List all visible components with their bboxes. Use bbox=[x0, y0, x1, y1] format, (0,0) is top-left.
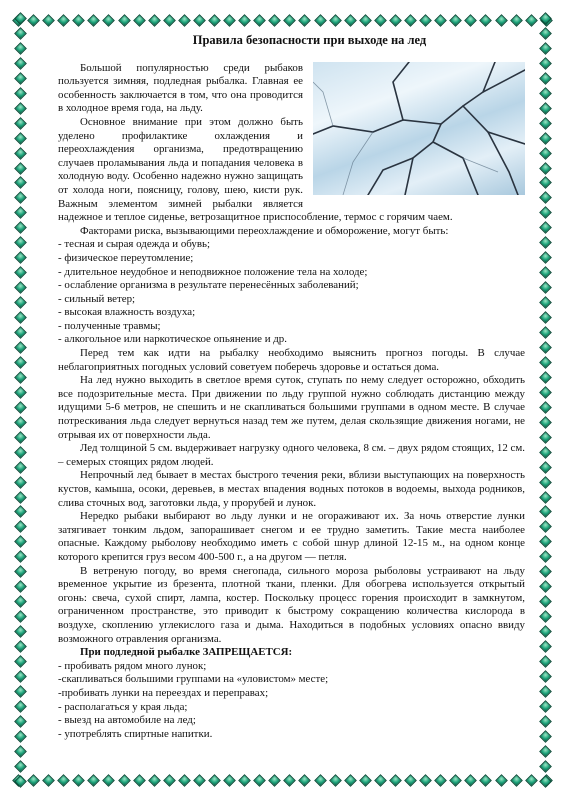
border-ornament bbox=[14, 281, 27, 294]
border-ornament bbox=[14, 162, 27, 175]
document-body bbox=[58, 34, 525, 741]
border-ornament bbox=[539, 476, 552, 489]
decorative-border-bottom bbox=[14, 774, 551, 786]
border-ornament bbox=[539, 670, 552, 683]
border-ornament bbox=[14, 580, 27, 593]
border-ornament bbox=[539, 87, 552, 100]
border-ornament bbox=[14, 296, 27, 309]
border-ornament bbox=[449, 774, 462, 787]
border-ornament bbox=[539, 162, 552, 175]
border-ornament bbox=[238, 14, 251, 27]
border-ornament bbox=[14, 326, 27, 339]
border-ornament bbox=[208, 14, 221, 27]
border-ornament bbox=[434, 774, 447, 787]
border-ornament bbox=[27, 14, 40, 27]
border-ornament bbox=[329, 774, 342, 787]
list-item: - сильный ветер; bbox=[58, 292, 136, 305]
border-ornament bbox=[539, 446, 552, 459]
border-ornament bbox=[539, 715, 552, 728]
body-paragraph: Перед тем как идти на рыбалку необходимо выяснить прогноз погоды. В случае неблагоприятных погодных условий советуем поберечь здоровье и остаться дома. bbox=[58, 347, 525, 373]
border-ornament bbox=[539, 72, 552, 85]
border-ornament bbox=[539, 341, 552, 354]
border-ornament bbox=[539, 42, 552, 55]
border-ornament bbox=[14, 625, 27, 638]
border-ornament bbox=[539, 580, 552, 593]
border-ornament bbox=[539, 595, 552, 608]
border-ornament bbox=[329, 14, 342, 27]
border-ornament bbox=[539, 177, 552, 190]
border-ornament bbox=[42, 774, 55, 787]
prohibited-heading: При подледной рыбалке ЗАПРЕЩАЕТСЯ: bbox=[80, 646, 293, 659]
border-ornament bbox=[178, 774, 191, 787]
page-title: Правила безопасности при выходе на лед bbox=[192, 33, 427, 47]
border-ornament bbox=[14, 147, 27, 160]
border-ornament bbox=[14, 341, 27, 354]
border-ornament bbox=[539, 625, 552, 638]
border-ornament bbox=[14, 745, 27, 758]
border-ornament bbox=[539, 461, 552, 474]
border-ornament bbox=[14, 177, 27, 190]
border-ornament bbox=[449, 14, 462, 27]
border-ornament bbox=[525, 14, 538, 27]
border-ornament bbox=[539, 610, 552, 623]
border-ornament bbox=[148, 14, 161, 27]
decorative-border-right bbox=[539, 14, 551, 786]
border-ornament bbox=[539, 236, 552, 249]
border-ornament bbox=[495, 14, 508, 27]
border-ornament bbox=[14, 461, 27, 474]
border-ornament bbox=[14, 102, 27, 115]
border-ornament bbox=[103, 14, 116, 27]
border-ornament bbox=[27, 774, 40, 787]
border-ornament bbox=[14, 655, 27, 668]
border-ornament bbox=[539, 12, 552, 25]
border-ornament bbox=[268, 774, 281, 787]
border-ornament bbox=[539, 102, 552, 115]
border-ornament bbox=[193, 14, 206, 27]
border-ornament bbox=[14, 446, 27, 459]
border-ornament bbox=[539, 192, 552, 205]
border-ornament bbox=[133, 774, 146, 787]
border-ornament bbox=[539, 685, 552, 698]
body-paragraph: На лед нужно выходить в светлое время суток, ступать по нему следует осторожно, обходить все подозрительные места. При движении по льду группой нужно соблюдать дистанцию между идущими 5-6 метров, не спешить и не скапливаться большими группами в одном месте. В случае потрескивания льда следует вернуться назад тем же путем, делая скользящие движения ногами, не отрывая их от поверхности льда. bbox=[58, 374, 525, 441]
border-ornament bbox=[539, 117, 552, 130]
border-ornament bbox=[389, 14, 402, 27]
border-ornament bbox=[14, 386, 27, 399]
intro-paragraph: Основное внимание при этом должно быть уделено профилактике охлаждения и переохлаждения организма, предотвращению случаев проламывания льда и попадания человека в холодную воду. Особенно надежно нужно защищать от холода ноги, поясницу, голову, шею, кисти рук. Важным элементом зимней рыбалки является надежное и теплое сиденье, ветрозащитное приспособление, термос с горячим чаем. bbox=[58, 115, 453, 224]
border-ornament bbox=[14, 416, 27, 429]
border-ornament bbox=[14, 266, 27, 279]
border-ornament bbox=[14, 491, 27, 504]
border-ornament bbox=[539, 281, 552, 294]
border-ornament bbox=[404, 774, 417, 787]
border-ornament bbox=[539, 745, 552, 758]
border-ornament bbox=[14, 506, 27, 519]
border-ornament bbox=[88, 774, 101, 787]
list-item: - ослабление организма в результате перенесённых заболеваний; bbox=[58, 279, 359, 292]
border-ornament bbox=[539, 371, 552, 384]
border-ornament bbox=[133, 14, 146, 27]
border-ornament bbox=[72, 774, 85, 787]
list-item: - алкогольное или наркотическое опьянение и др. bbox=[58, 333, 287, 346]
border-ornament bbox=[495, 774, 508, 787]
border-ornament bbox=[299, 774, 312, 787]
border-ornament bbox=[14, 670, 27, 683]
border-ornament bbox=[148, 774, 161, 787]
list-item: - высокая влажность воздуха; bbox=[58, 306, 196, 319]
body-paragraph: Непрочный лед бывает в местах быстрого течения реки, вблизи выступающих на поверхность кустов, камыша, осоки, деревьев, в местах впадения водных потоков в водоемы, выхода родников, слива сточных вод, заготовки льда, у прорубей и лунок. bbox=[58, 469, 525, 509]
list-item: -скапливаться большими группами на «уловистом» месте; bbox=[58, 673, 329, 686]
border-ornament bbox=[419, 14, 432, 27]
border-ornament bbox=[57, 774, 70, 787]
list-item: - употреблять спиртные напитки. bbox=[58, 727, 213, 740]
border-ornament bbox=[14, 715, 27, 728]
border-ornament bbox=[539, 386, 552, 399]
border-ornament bbox=[539, 296, 552, 309]
list-item: - тесная и сырая одежда и обувь; bbox=[58, 238, 210, 251]
border-ornament bbox=[480, 14, 493, 27]
border-ornament bbox=[419, 774, 432, 787]
border-ornament bbox=[14, 27, 27, 40]
body-paragraph: Нередко рыбаки выбирают во льду лунки и не огораживают их. За ночь отверстие лунки затягивает тонким льдом, запорашивает снегом и ее трудно заметить. Такие места наиболее опасные. Каждому рыболову необходимо иметь с собой шнур длиной 12-15 м., на одном конце которого крепится груз весом 400-500 г., а на другом — петля. bbox=[58, 510, 525, 563]
border-ornament bbox=[103, 774, 116, 787]
border-ornament bbox=[14, 251, 27, 264]
border-ornament bbox=[389, 774, 402, 787]
border-ornament bbox=[14, 431, 27, 444]
intro-paragraph: Факторами риска, вызывающими переохлаждение и обморожение, могут быть: bbox=[80, 224, 449, 237]
cracked-ice-image bbox=[313, 62, 525, 195]
risk-factor-list bbox=[58, 238, 525, 347]
border-ornament bbox=[404, 14, 417, 27]
border-ornament bbox=[14, 72, 27, 85]
border-ornament bbox=[539, 57, 552, 70]
border-ornament bbox=[72, 14, 85, 27]
border-ornament bbox=[539, 311, 552, 324]
list-item: - выезд на автомобиле на лед; bbox=[58, 714, 196, 727]
border-ornament bbox=[14, 640, 27, 653]
border-ornament bbox=[539, 221, 552, 234]
border-ornament bbox=[14, 236, 27, 249]
border-ornament bbox=[178, 14, 191, 27]
border-ornament bbox=[268, 14, 281, 27]
list-item: - физическое переутомление; bbox=[58, 251, 194, 264]
border-ornament bbox=[510, 774, 523, 787]
border-ornament bbox=[374, 774, 387, 787]
border-ornament bbox=[539, 132, 552, 145]
border-ornament bbox=[539, 401, 552, 414]
border-ornament bbox=[163, 14, 176, 27]
border-ornament bbox=[14, 356, 27, 369]
border-ornament bbox=[539, 730, 552, 743]
border-ornament bbox=[14, 311, 27, 324]
decorative-border-top bbox=[14, 14, 551, 26]
border-ornament bbox=[525, 774, 538, 787]
prohibited-list bbox=[58, 660, 525, 742]
border-ornament bbox=[539, 416, 552, 429]
border-ornament bbox=[359, 774, 372, 787]
border-ornament bbox=[539, 640, 552, 653]
list-item: - располагаться у края льда; bbox=[58, 700, 188, 713]
border-ornament bbox=[284, 774, 297, 787]
border-ornament bbox=[118, 14, 131, 27]
border-ornament bbox=[14, 42, 27, 55]
border-ornament bbox=[57, 14, 70, 27]
list-item: - полученные травмы; bbox=[58, 319, 161, 332]
body-paragraph: Лед толщиной 5 см. выдерживает нагрузку одного человека, 8 см. – двух рядом стоящих, 12 см. – семерых стоящих рядом людей. bbox=[58, 442, 525, 468]
border-ornament bbox=[314, 774, 327, 787]
body-paragraph: В ветреную погоду, во время снегопада, сильного мороза рыболовы устраивают на льду временное укрытие из брезента, плотной ткани, пленки. Для обогрева используется открытый огонь: свеча, сухой спирт, лампа, костер. Поскольку процесс горения происходит в замкнутом, ограниченном пространстве, это приводит к быстрому сокращению количества кислорода в воздухе, скоплению углекислого газа и дыма. Находиться в подобных условиях опасно ввиду возможного отравления организма. bbox=[58, 564, 525, 645]
border-ornament bbox=[539, 655, 552, 668]
border-ornament bbox=[253, 774, 266, 787]
border-ornament bbox=[223, 774, 236, 787]
border-ornament bbox=[284, 14, 297, 27]
border-ornament bbox=[14, 700, 27, 713]
border-ornament bbox=[344, 774, 357, 787]
border-ornament bbox=[14, 535, 27, 548]
border-ornament bbox=[223, 14, 236, 27]
border-ornament bbox=[539, 775, 552, 788]
border-ornament bbox=[14, 760, 27, 773]
list-item: -пробивать лунки на переездах и переправах; bbox=[58, 686, 269, 699]
border-ornament bbox=[464, 774, 477, 787]
border-ornament bbox=[14, 550, 27, 563]
border-ornament bbox=[193, 774, 206, 787]
border-ornament bbox=[539, 506, 552, 519]
border-ornament bbox=[14, 775, 27, 788]
border-ornament bbox=[14, 476, 27, 489]
border-ornament bbox=[539, 760, 552, 773]
border-ornament bbox=[14, 685, 27, 698]
border-ornament bbox=[14, 12, 27, 25]
border-ornament bbox=[208, 774, 221, 787]
decorative-border-left bbox=[14, 14, 26, 786]
border-ornament bbox=[539, 207, 552, 220]
border-ornament bbox=[238, 774, 251, 787]
intro-paragraph: Большой популярностью среди рыбаков пользуется зимняя, подледная рыбалка. Главная ее особенность заключается в том, что она проводится в холодное время года, на льду. bbox=[58, 61, 303, 115]
border-ornament bbox=[14, 371, 27, 384]
border-ornament bbox=[539, 535, 552, 548]
border-ornament bbox=[14, 57, 27, 70]
border-ornament bbox=[14, 117, 27, 130]
border-ornament bbox=[539, 266, 552, 279]
border-ornament bbox=[14, 401, 27, 414]
list-item: - пробивать рядом много лунок; bbox=[58, 659, 207, 672]
border-ornament bbox=[88, 14, 101, 27]
border-ornament bbox=[299, 14, 312, 27]
border-ornament bbox=[539, 521, 552, 534]
border-ornament bbox=[510, 14, 523, 27]
border-ornament bbox=[359, 14, 372, 27]
list-item: - длительное неудобное и неподвижное положение тела на холоде; bbox=[58, 265, 368, 278]
border-ornament bbox=[539, 27, 552, 40]
border-ornament bbox=[14, 221, 27, 234]
border-ornament bbox=[14, 87, 27, 100]
border-ornament bbox=[539, 550, 552, 563]
border-ornament bbox=[14, 595, 27, 608]
border-ornament bbox=[14, 610, 27, 623]
border-ornament bbox=[539, 431, 552, 444]
border-ornament bbox=[14, 132, 27, 145]
border-ornament bbox=[14, 730, 27, 743]
border-ornament bbox=[42, 14, 55, 27]
border-ornament bbox=[539, 356, 552, 369]
border-ornament bbox=[14, 565, 27, 578]
border-ornament bbox=[539, 700, 552, 713]
border-ornament bbox=[344, 14, 357, 27]
border-ornament bbox=[480, 774, 493, 787]
border-ornament bbox=[539, 326, 552, 339]
border-ornament bbox=[14, 207, 27, 220]
border-ornament bbox=[374, 14, 387, 27]
border-ornament bbox=[539, 147, 552, 160]
border-ornament bbox=[314, 14, 327, 27]
border-ornament bbox=[539, 565, 552, 578]
border-ornament bbox=[14, 192, 27, 205]
border-ornament bbox=[163, 774, 176, 787]
border-ornament bbox=[253, 14, 266, 27]
border-ornament bbox=[539, 251, 552, 264]
border-ornament bbox=[464, 14, 477, 27]
border-ornament bbox=[434, 14, 447, 27]
border-ornament bbox=[14, 521, 27, 534]
border-ornament bbox=[539, 491, 552, 504]
border-ornament bbox=[118, 774, 131, 787]
